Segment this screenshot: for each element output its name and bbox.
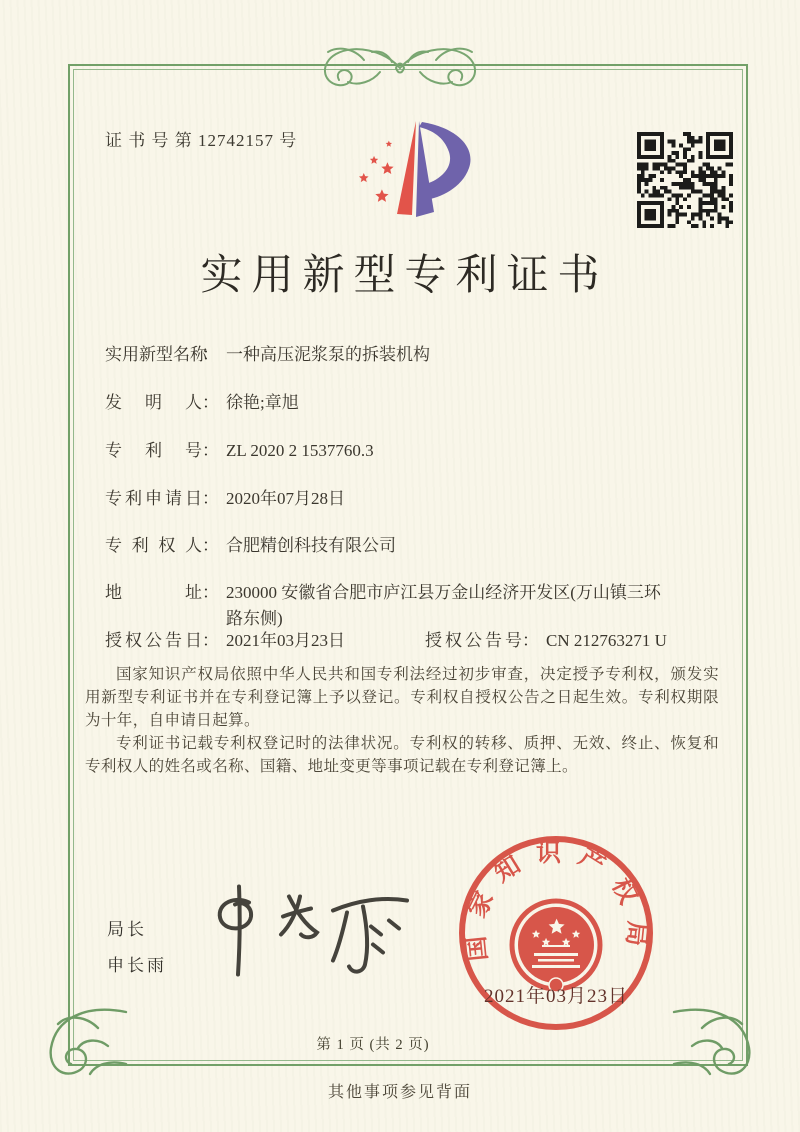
legal-paragraph-2: 专利证书记载专利权登记时的法律状况。专利权的转移、质押、无效、终止、恢复和专利权人的姓名或名称、国籍、地址变更等事项记载在专利登记簿上。 <box>85 735 719 775</box>
certificate-number: 证 书 号 第 12742157 号 <box>105 131 298 150</box>
field-patentee-value: 合肥精创科技有限公司 <box>226 536 396 555</box>
field-grant-no-value: CN 212763271 U <box>546 631 667 650</box>
field-grant-date-value: 2021年03月23日 <box>226 631 345 650</box>
field-grant-date-label: 授权公告日 <box>105 631 202 650</box>
director-title: 局长 <box>107 920 147 939</box>
national-emblem-icon <box>512 901 600 992</box>
field-patentee: 专利权人： 合肥精创科技有限公司 <box>105 533 396 559</box>
certificate-title: 实用新型专利证书 <box>200 253 609 299</box>
field-name: 实用新型名称： 一种高压泥浆泵的拆装机构 <box>105 342 430 368</box>
field-patent-no-label: 专利号 <box>105 441 202 460</box>
field-address-label: 地址 <box>105 583 202 602</box>
director-name: 申长雨 <box>107 956 167 975</box>
back-note: 其他事项参见背面 <box>327 1084 472 1101</box>
field-grant-no-label: 授权公告号 <box>425 631 522 650</box>
page-number: 第 1 页 (共 2 页) <box>316 1037 430 1053</box>
field-address-value: 230000 安徽省合肥市庐江县万金山经济开发区(万山镇三环路东侧) <box>226 583 661 628</box>
qr-code <box>637 132 733 228</box>
field-filing-date: 专利申请日： 2020年07月28日 <box>105 486 345 512</box>
field-inventors-label: 发明人 <box>105 393 202 412</box>
field-patentee-label: 专利权人 <box>105 536 202 555</box>
field-inventors: 发明人： 徐艳;章旭 <box>105 390 299 416</box>
director-signature <box>205 878 417 988</box>
legal-paragraph-1: 国家知识产权局依照中华人民共和国专利法经过初步审查，决定授予专利权，颁发实用新型专利证书并在专利登记簿上予以登记。专利权自授权公告之日起生效。专利权期限为十年，自申请日起算。 <box>85 666 719 729</box>
field-patent-no: 专利号： ZL 2020 2 1537760.3 <box>105 438 374 464</box>
field-grant-no: 授权公告号： CN 212763271 U <box>425 628 667 654</box>
field-filing-date-value: 2020年07月28日 <box>226 489 345 508</box>
director-block <box>107 912 167 984</box>
field-filing-date-label: 专利申请日 <box>105 489 202 508</box>
cnipa-logo-icon <box>338 108 472 238</box>
field-grant: 授权公告日： 2021年03月23日 授权公告号： CN 212763271 U <box>105 628 345 654</box>
field-address: 地址： 230000 安徽省合肥市庐江县万金山经济开发区(万山镇三环路东侧) <box>105 580 671 632</box>
field-name-label: 实用新型名称 <box>105 345 207 364</box>
legal-text <box>85 663 719 778</box>
seal-date: 2021年03月23日 <box>483 986 628 1007</box>
field-inventors-value: 徐艳;章旭 <box>226 393 299 412</box>
field-name-value: 一种高压泥浆泵的拆装机构 <box>226 345 430 364</box>
field-patent-no-value: ZL 2020 2 1537760.3 <box>226 441 374 460</box>
seal-text: 国家知识产权局 <box>461 840 651 963</box>
